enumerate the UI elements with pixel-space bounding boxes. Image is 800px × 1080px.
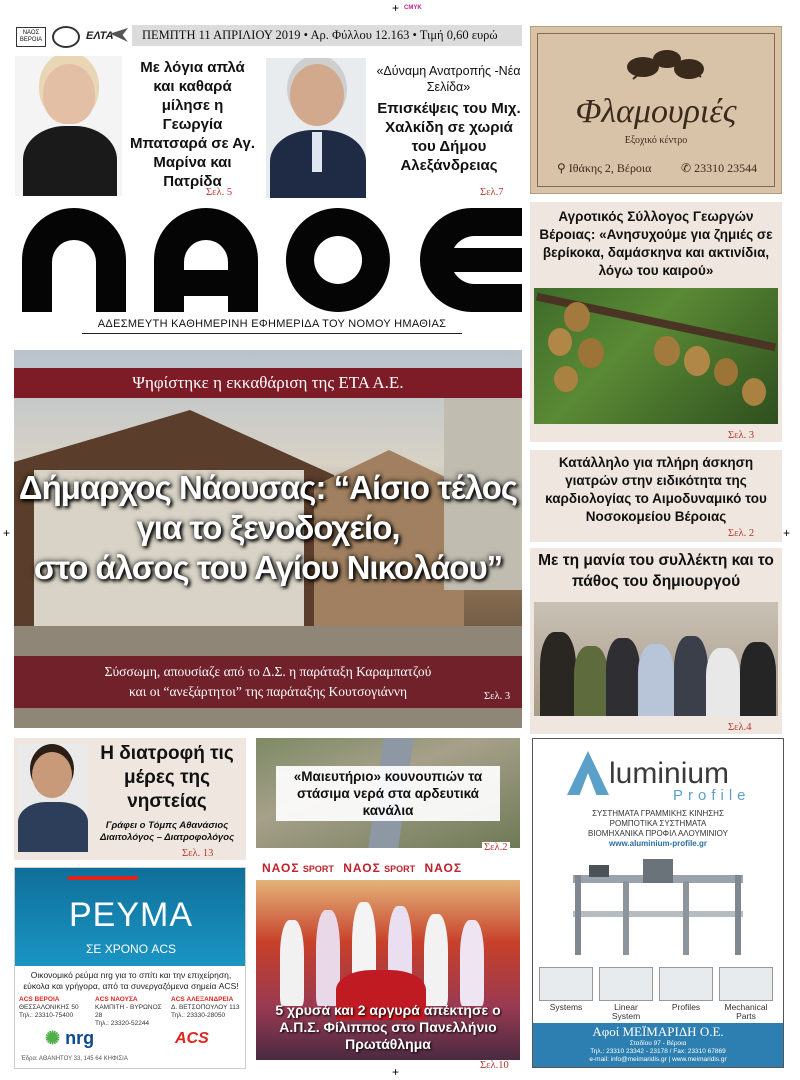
phone-icon: ✆ — [681, 161, 695, 175]
person — [706, 648, 740, 716]
mpatsara-photo — [15, 56, 122, 196]
kiwi-fruit — [578, 338, 604, 368]
branch-naousa — [95, 996, 169, 1028]
collector-page-ref[interactable]: Σελ.4 — [728, 722, 752, 733]
person — [574, 646, 608, 716]
product-profiles-thumb — [659, 967, 713, 1001]
aluminium-a-icon — [567, 751, 609, 795]
product-label: Systems — [549, 1002, 583, 1012]
aluminium-address: Σταδίου 97 - Βέροια — [629, 1040, 687, 1047]
sport-headline: 5 χρυσά και 2 αργυρά απέκτησε ο Α.Π.Σ. Φίλιππος στο Πανελλήνιο Πρωτάθλημα — [275, 1002, 501, 1052]
branch-name: ACS ΑΛΕΞΑΝΔΡΕΙΑ — [171, 996, 234, 1003]
nrg-dots-icon: ✺ — [45, 1028, 61, 1048]
farmers-card[interactable] — [530, 202, 782, 442]
aluminium-services — [533, 809, 783, 849]
portrait-body — [18, 802, 88, 852]
aluminium-phones: Τηλ.: 23310 23342 - 23178 / Fax: 23310 67869 — [590, 1048, 726, 1055]
nutrition-card[interactable] — [14, 738, 246, 860]
aluminium-email: e-mail: info@meimaridis.gr | www.meimaridis.gr — [589, 1056, 727, 1063]
reuma-banner — [15, 868, 246, 966]
mosquito-photo[interactable] — [256, 738, 520, 848]
nutrition-page-ref[interactable]: Σελ. 13 — [182, 848, 214, 859]
acs-swoosh-icon — [61, 876, 139, 890]
main-headline-line-3: στο άλσος του Αγίου Νικολάου” — [33, 549, 503, 586]
chalkidis-headline[interactable]: Επισκέψεις του Μιχ. Χαλκίδη σε χωριά του Δήμου Αλεξάνδρειας — [377, 100, 521, 174]
product-systems-thumb — [539, 967, 593, 1001]
flamouries-name: Φλαμουριές — [575, 93, 737, 130]
registration-mark-right: + — [783, 526, 791, 540]
seal-icon — [52, 26, 80, 48]
gymnast — [460, 920, 484, 1006]
main-headline-line-2: για το ξενοδοχείο, — [136, 509, 400, 546]
kiwi-fruit — [654, 336, 680, 366]
branch-alexandreia — [171, 996, 245, 1020]
sport-bar-naos: ΝΑΟΣ — [424, 861, 463, 875]
location-pin-icon: ⚲ — [557, 161, 569, 175]
branch-address: ΘΕΣΣΑΛΟΝΙΚΗΣ 50 — [19, 1004, 79, 1011]
kiwi-fruit — [564, 302, 590, 332]
main-page-ref[interactable]: Σελ. 3 — [484, 691, 511, 702]
sport-page-ref[interactable]: Σελ.10 — [480, 1060, 509, 1071]
byline-role: Διαιτολόγος – Διατροφολόγος — [99, 832, 235, 843]
person — [740, 642, 776, 716]
author-photo — [18, 744, 88, 852]
reuma-body: Οικονομικό ρεύμα nrg για το σπίτι και την επιχείρηση, εύκολα και γρήγορα, από τα συνεργαζόμενα σημεία ACS! — [23, 970, 239, 991]
flamouries-ad[interactable] — [530, 26, 782, 194]
chalkidis-kicker: «Δύναμη Ανατροπής -Νέα Σελίδα» — [376, 64, 521, 94]
person — [540, 632, 576, 716]
sport-photo[interactable] — [256, 880, 520, 1060]
service-line: ΡΟΜΠΟΤΙΚΑ ΣΥΣΤΗΜΑΤΑ — [609, 819, 707, 828]
service-line: ΒΙΟΜΗΧΑΝΙΚΑ ΠΡΟΦΙΛ ΑΛΟΥΜΙΝΙΟΥ — [588, 829, 728, 838]
linear-machine-icon — [563, 855, 753, 959]
sport-bar — [256, 858, 520, 878]
gymnast — [280, 920, 304, 1006]
collector-card[interactable] — [530, 548, 782, 734]
branch-phone: Τηλ.: 23320-52244 — [95, 1020, 150, 1027]
branch-address: Δ. ΒΕΤΣΟΠΟΥΛΟΥ 113 — [171, 1004, 240, 1011]
dateline-bar: ΠΕΜΠΤΗ 11 ΑΠΡΙΛΙΟΥ 2019 • Αρ. Φύλλου 12.163 • Τιμή 0,60 ευρώ — [132, 25, 522, 46]
aluminium-profile-word: Profile — [673, 787, 751, 804]
portrait-shirt — [312, 132, 322, 172]
registration-mark-left: + — [3, 526, 11, 540]
person — [606, 638, 640, 716]
product-label: Profiles — [671, 1002, 701, 1012]
sport-bar-sport: SPORT — [302, 864, 334, 874]
nutrition-byline — [92, 820, 242, 844]
kiwi-fruit — [742, 378, 766, 406]
mpatsara-headline[interactable]: Με λόγια απλά και καθαρά μίλησε η Γεωργία Μπατσαρά σε Αγ. Μαρίνα και Πατρίδα — [130, 59, 255, 190]
elta-logo: ΕΛΤΑ — [86, 30, 114, 42]
portrait-face — [43, 64, 95, 124]
collector-photo — [534, 602, 778, 716]
naos-logo-icon — [22, 208, 522, 312]
masthead-tagline: ΑΔΕΣΜΕΥΤΗ ΚΑΘΗΜΕΡΙΝΗ ΕΦΗΜΕΡΙΔΑ ΤΟΥ ΝΟΜΟΥ ΗΜΑΘΙΑΣ — [82, 318, 462, 334]
product-linear-thumb — [599, 967, 653, 1001]
main-sub-line-2: και οι “ανεξάρτητοι” της παράταξης Κουτσογιάννη — [128, 684, 408, 699]
main-subheadline — [14, 656, 522, 708]
chalkidis-page-ref[interactable]: Σελ.7 — [480, 187, 504, 198]
acs-logo: ACS — [175, 1030, 209, 1047]
branch-phone: Τηλ.: 23330-28050 — [171, 1012, 226, 1019]
branch-phone: Τηλ.: 23310-75400 — [19, 1012, 74, 1019]
linden-leaves-icon — [623, 45, 707, 85]
service-line: ΣΥΣΤΗΜΑΤΑ ΓΡΑΜΜΙΚΗΣ ΚΙΝΗΣΗΣ — [592, 809, 724, 818]
aluminium-website: www.aluminium-profile.gr — [609, 839, 707, 848]
registration-mark-top: + — [392, 1, 400, 15]
mosquito-page-ref[interactable]: Σελ.2 — [484, 842, 508, 853]
main-kicker-band: Ψηφίστηκε η εκκαθάριση της ΕΤΑ Α.Ε. — [14, 368, 522, 398]
reuma-subtitle: ΣΕ ΧΡΟΝΟ ACS — [85, 942, 177, 956]
cmyk-mark: CMYK — [404, 5, 422, 11]
mpatsara-page-ref[interactable]: Σελ. 5 — [206, 187, 233, 198]
product-mechanical-thumb — [719, 967, 773, 1001]
collector-headline: Με τη μανία του συλλέκτη και το πάθος του δημιουργού — [538, 552, 774, 590]
product-label: Mechanical Parts — [724, 1002, 768, 1021]
aluminium-footer — [533, 1023, 783, 1067]
cardiology-page-ref[interactable]: Σελ. 2 — [728, 528, 755, 539]
sport-bar-sport: SPORT — [384, 864, 416, 874]
main-sub-line-1: Σύσσωμη, απουσίαζε από το Δ.Σ. η παράταξη Καραμπατζού — [104, 664, 432, 679]
farmers-headline: Αγροτικός Σύλλογος Γεωργών Βέροιας: «Ανησυχούμε για ζημιές σε βερίκοκα, δαμάσκηνα και ακτινίδια, λόγω του καιρού» — [539, 209, 773, 278]
reuma-footer: Έδρα: ΑΘΑΝΗΤΟΥ 33, 145 64 ΚΗΦΙΣΙΑ — [21, 1056, 128, 1062]
cardiology-card[interactable] — [530, 450, 782, 542]
small-logo: ΝΑΟΣ ΒΕΡΟΙΑ — [16, 27, 46, 47]
branch-address: ΚΑΜΠΙΤΗ - ΒΥΡΩΝΟΣ 28 — [95, 1004, 162, 1019]
reuma-ad[interactable] — [14, 867, 246, 1069]
sport-bar-naos: ΝΑΟΣ — [262, 861, 300, 875]
person — [674, 636, 708, 716]
branch-name: ACS ΒΕΡΟΙΑ — [19, 996, 60, 1003]
portrait-face — [32, 752, 72, 798]
portrait-face — [290, 64, 344, 126]
address-text: Ιθάκης 2, Βέροια — [568, 161, 652, 175]
masthead-logo — [22, 208, 522, 312]
branch-name: ACS ΝΑΟΥΣΑ — [95, 996, 138, 1003]
phone-text: 23310 23544 — [694, 161, 758, 175]
flamouries-subtitle: Εξοχικό κέντρο — [624, 135, 688, 146]
kiwi-fruit — [554, 366, 578, 392]
gymnast — [424, 914, 448, 1006]
chalkidis-photo — [266, 58, 366, 198]
aluminium-company: Αφοί ΜΕΪΜΑΡΙΔΗ Ο.Ε. — [592, 1024, 724, 1039]
product-label: Linear System — [611, 1002, 641, 1021]
sport-bar-naos: ΝΑΟΣ — [343, 861, 381, 875]
kiwi-fruit — [684, 346, 710, 376]
kiwi-fruit — [548, 328, 572, 356]
nrg-logo — [45, 1028, 94, 1049]
portrait-body — [23, 126, 117, 196]
kiwi-fruit — [714, 358, 738, 386]
reuma-title: ΡΕΥΜΑ — [68, 896, 194, 934]
nutrition-headline: Η διατροφή τις μέρες της νηστείας — [100, 743, 234, 812]
branch-veria — [19, 996, 93, 1020]
main-headline[interactable] — [14, 468, 522, 588]
registration-mark-bottom: + — [392, 1065, 400, 1079]
nrg-text: nrg — [65, 1028, 95, 1048]
person — [638, 644, 674, 716]
byline-name: Γράφει ο Τόμπς Αθανάσιος — [105, 820, 229, 831]
mosquito-headline: «Μαιευτήριο» κουνουπιών τα στάσιμα νερά στα αρδευτικά κανάλια — [276, 766, 500, 821]
flamouries-address — [557, 161, 651, 176]
cardiology-headline: Κατάλληλο για πλήρη άσκηση γιατρών στην ειδικότητα της καρδιολογίας το Αιμοδυναμικό του Νοσοκομείου Βέροιας — [545, 455, 767, 524]
farmers-page-ref[interactable]: Σελ. 3 — [728, 430, 755, 441]
aluminium-brand: luminium — [609, 757, 730, 790]
main-headline-line-1: Δήμαρχος Νάουσας: “Αίσιο τέλος — [18, 469, 518, 506]
flamouries-phone — [681, 161, 757, 176]
aluminium-ad[interactable] — [532, 738, 784, 1068]
kiwi-photo — [534, 288, 778, 424]
